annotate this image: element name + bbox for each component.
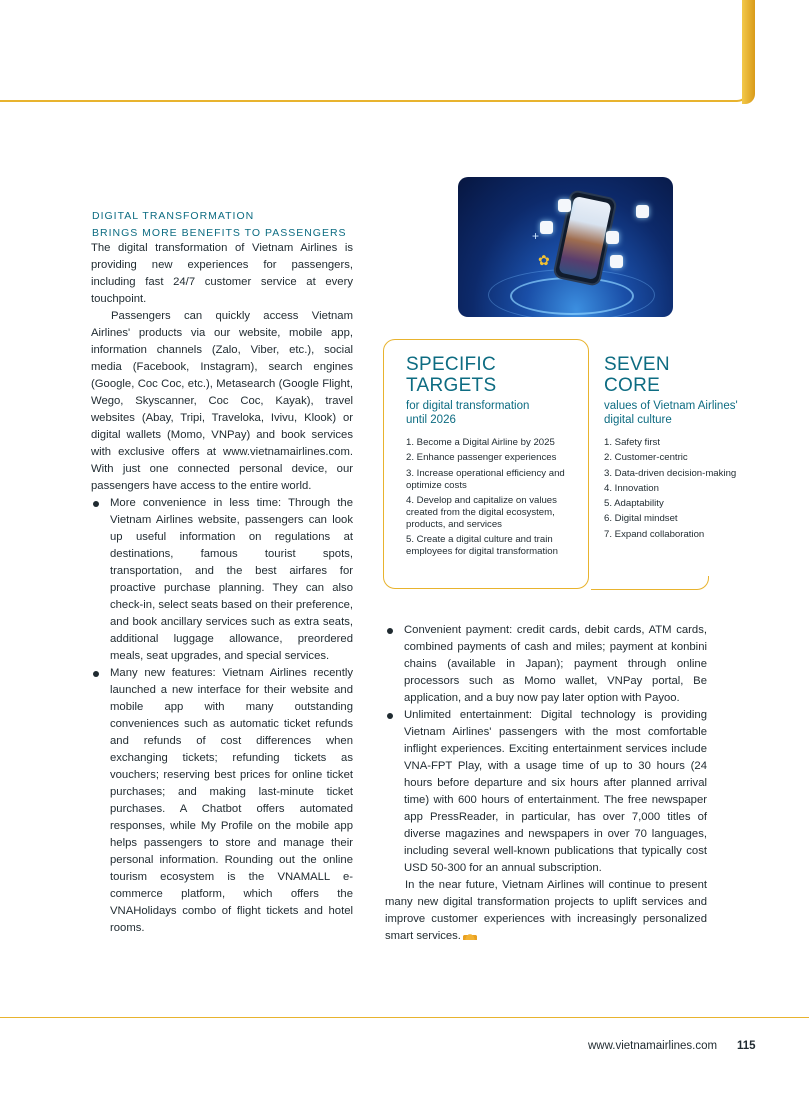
lotus-icon [463, 931, 477, 940]
app-tile-icon [610, 255, 623, 268]
core-value-item: 3. Data-driven decision-making [604, 467, 737, 479]
core-value-item: 2. Customer-centric [604, 452, 688, 464]
app-tile-icon [636, 205, 649, 218]
bullet-dot [93, 501, 99, 507]
target-item: 1. Become a Digital Airline by 2025 [406, 437, 555, 448]
closing-paragraph [385, 877, 707, 945]
bullet-convenience [91, 495, 353, 665]
plus-icon: + [532, 229, 540, 243]
top-frame-accent [742, 0, 755, 104]
page-number: 115 [737, 1040, 756, 1052]
bullet-entertainment-text: Unlimited entertainment: Digital technology is providing Vietnam Airlines' passengers with the most comfortable inflight experiences. Exciting entertainment services include VNA-FPT Play, with a usage time of up to 30 hours (24 hours before departure and six hours after planned arrival time) with 600 hours of entertainment. The free newspaper app PressReader, in particular, has over 7,000 titles of diverse magazines and newspapers in over 70 languages, including several well-known publications that typically cost USD 50-300 for an annual subscription. [404, 709, 707, 874]
footer-rule [0, 1017, 809, 1018]
core-value-item: 4. Innovation [604, 482, 659, 494]
core-title-line1: SEVEN [604, 354, 670, 375]
core-value-item: 7. Expand collaboration [604, 528, 705, 540]
left-column [91, 240, 353, 937]
targets-list [406, 437, 578, 561]
bullet-payment [385, 622, 707, 707]
target-item: 4. Develop and capitalize on values created from the digital ecosystem, products, and services [406, 494, 557, 530]
app-tile-icon [606, 231, 619, 244]
bullet-entertainment [385, 707, 707, 877]
targets-subtitle-line2: until 2026 [406, 414, 456, 426]
app-tile-icon [558, 199, 571, 212]
section-heading [92, 208, 354, 242]
core-subtitle-line1: values of Vietnam Airlines' [604, 400, 738, 412]
right-column [385, 622, 707, 945]
top-frame-border [0, 0, 751, 102]
closing-text: In the near future, Vietnam Airlines will continue to present many new digital transformation projects to uplift services and improve customer experiences with increasingly personalized smart services. [385, 879, 707, 942]
right-bullet-list [385, 622, 707, 877]
core-title [604, 354, 670, 396]
target-item: 3. Increase operational efficiency and optimize costs [406, 467, 565, 491]
core-value-item: 6. Digital mindset [604, 513, 678, 525]
app-tile-icon [540, 221, 553, 234]
bullet-new-features-text: Many new features: Vietnam Airlines recently launched a new interface for their website and mobile app with many outstanding conveniences such as automatic ticket refunds and refunds of cost differences when exchanging tickets; refunding tickets as vouchers; reserving best prices for online ticket purchases; and making last-minute ticket purchases. A Chatbot offers automated responses, while My Profile on the mobile app helps passengers to store and manage their personal information. Rounding out the online tourism ecosystem is the VNAMALL e-commerce platform, which offers the VNAHolidays combo of flight tickets and hotel rooms. [110, 667, 353, 934]
section-heading-line1: DIGITAL TRANSFORMATION [92, 210, 255, 222]
core-title-line2: CORE [604, 375, 661, 396]
phone-app-illustration [458, 177, 673, 317]
targets-subtitle [406, 399, 529, 427]
targets-title-line1: SPECIFIC [406, 354, 497, 375]
targets-subtitle-line1: for digital transformation [406, 400, 530, 412]
targets-title-line2: TARGETS [406, 375, 497, 396]
core-subtitle-line2: digital culture [604, 414, 672, 426]
targets-title [406, 354, 496, 396]
bullet-dot [387, 628, 393, 634]
footer-website: www.vietnamairlines.com [588, 1040, 718, 1052]
bullet-convenience-text: More convenience in less time: Through the Vietnam Airlines website, passengers can look up useful information on regulations at destinations, famous tourist spots, transportation, and the best airfares for proactive purchase planning. They can also check-in, select seats based on their preference, and book ancillary services such as extra seats, additional luggage allowance, preordered meals, seat upgrades, and special services. [110, 497, 354, 662]
core-value-item: 1. Safety first [604, 437, 660, 448]
core-value-item: 5. Adaptability [604, 498, 664, 510]
section-heading-line2: BRINGS MORE BENEFITS TO PASSENGERS [92, 227, 347, 239]
core-values-frame [591, 576, 709, 590]
core-subtitle [604, 399, 738, 427]
bullet-payment-text: Convenient payment: credit cards, debit cards, ATM cards, combined payments of cash and miles; payment at konbini chains (available in Japan); payment through online processors such as Momo wallet, VNPay portal, Be application, and a buy now pay later option with Payoo. [404, 624, 707, 704]
left-bullet-list [91, 495, 353, 937]
bullet-dot [93, 671, 99, 677]
lotus-logo-icon: ✿ [538, 252, 550, 268]
bullet-dot [387, 713, 393, 719]
glow-ring-inner [510, 277, 634, 315]
access-paragraph: Passengers can quickly access Vietnam Airlines' products via our website, mobile app, information channels (Zalo, Viber, etc.), social media (Facebook, Instagram), search engines (Google, Coc Coc, etc.), Metasearch (Google Flight, Wego, Skyscanner, Coc Coc, Kayak), travel websites (Abay, Tripi, Traveloka, Ivivu, Klook) or digital wallets (Momo, VNPay) and book services with exclusive offers at www.vietnamairlines.com. With just one connected personal device, our passengers have access to the entire world. [91, 310, 353, 492]
target-item: 2. Enhance passenger experiences [406, 452, 557, 464]
target-item: 5. Create a digital culture and train employees for digital transformation [406, 534, 558, 558]
bullet-new-features [91, 665, 353, 937]
core-values-list [604, 437, 764, 544]
intro-paragraph: The digital transformation of Vietnam Airlines is providing new experiences for passengers, including fast 24/7 customer service at every touchpoint. [91, 242, 353, 305]
